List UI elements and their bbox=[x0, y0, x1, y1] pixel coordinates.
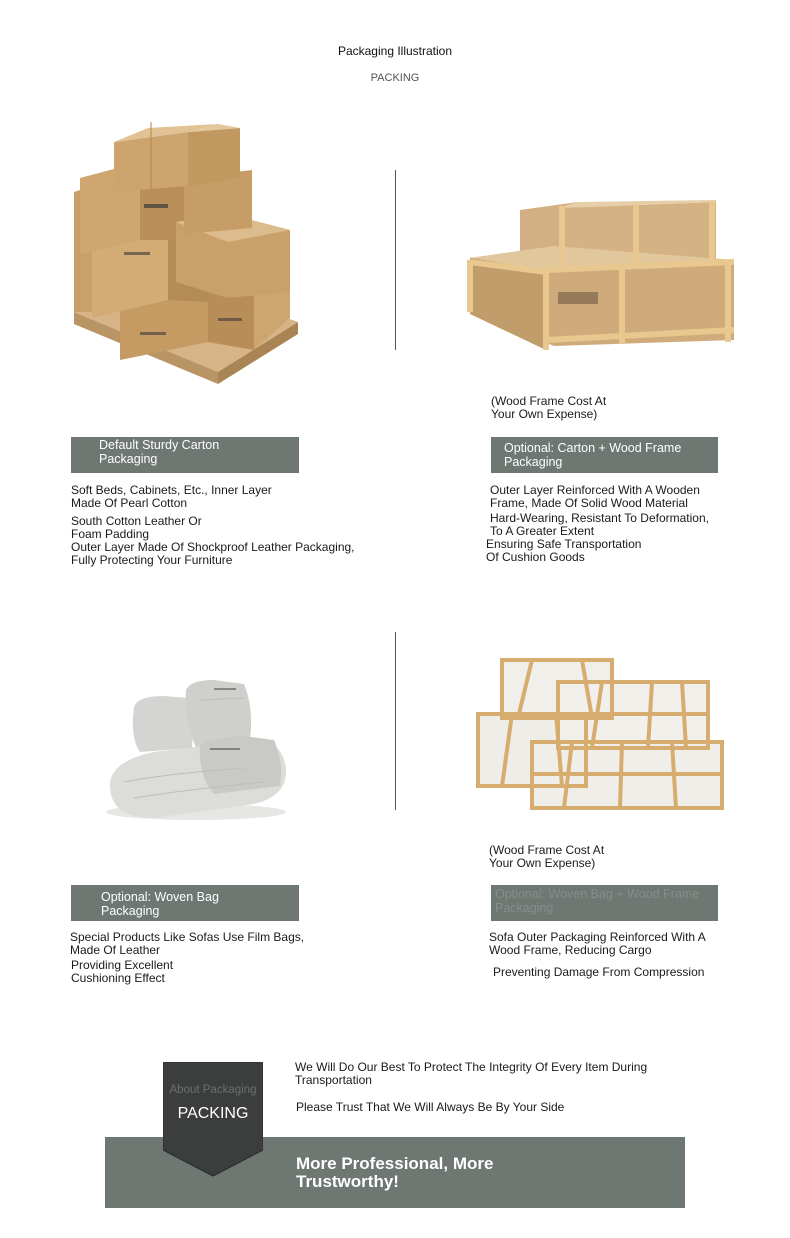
badge-big-text: PACKING bbox=[177, 1105, 249, 1122]
woven-bag-label: Optional: Woven Bag Packaging bbox=[71, 885, 299, 921]
carton-wood-frame-description: Outer Layer Reinforced With A Wooden Frame, Made Of Solid Wood Material Hard-Wearing, Resistant To Deformation, To A Greater Extent Ensuring Safe Transportation Of Cushion Goods bbox=[486, 483, 709, 564]
woven-bag-wood-frame-label: Optional: Woven Bag + Wood Frame Packaging bbox=[491, 885, 718, 921]
trust-statement: Please Trust That We Will Always Be By Your Side bbox=[296, 1100, 565, 1114]
wood-frame-cost-note: (Wood Frame Cost At Your Own Expense) bbox=[491, 394, 607, 421]
carton-stack-photo bbox=[68, 122, 304, 388]
carton-wood-frame-label: Optional: Carton + Wood Frame Packaging bbox=[491, 437, 718, 473]
badge-small-text: About Packaging bbox=[169, 1084, 257, 1096]
default-carton-label: Default Sturdy Carton Packaging bbox=[71, 437, 299, 473]
column-divider bbox=[395, 632, 396, 810]
wood-crate-photo bbox=[466, 200, 738, 356]
woven-bag-wood-frame-photo bbox=[472, 652, 732, 814]
wood-frame-cost-note-2: (Wood Frame Cost At Your Own Expense) bbox=[489, 843, 605, 870]
woven-bag-wood-frame-description: Sofa Outer Packaging Reinforced With A Wood Frame, Reducing Cargo Preventing Damage From Compression bbox=[489, 930, 706, 979]
page-subtitle: PACKING bbox=[370, 72, 420, 84]
column-divider bbox=[395, 170, 396, 350]
woven-bag-photo bbox=[104, 678, 290, 822]
default-carton-description: Soft Beds, Cabinets, Etc., Inner Layer Made Of Pearl Cotton South Cotton Leather Or Foam Padding Outer Layer Made Of Shockproof Leather Packaging, Fully Protecting Your Furniture bbox=[71, 483, 355, 567]
slogan: More Professional, More Trustworthy! bbox=[296, 1154, 494, 1191]
woven-bag-description: Special Products Like Sofas Use Film Bags, Made Of Leather Providing Excellent Cushioning Effect bbox=[70, 930, 305, 985]
page-title: Packaging Illustration bbox=[337, 44, 453, 58]
protection-promise: We Will Do Our Best To Protect The Integrity Of Every Item During Transportation bbox=[295, 1060, 648, 1087]
